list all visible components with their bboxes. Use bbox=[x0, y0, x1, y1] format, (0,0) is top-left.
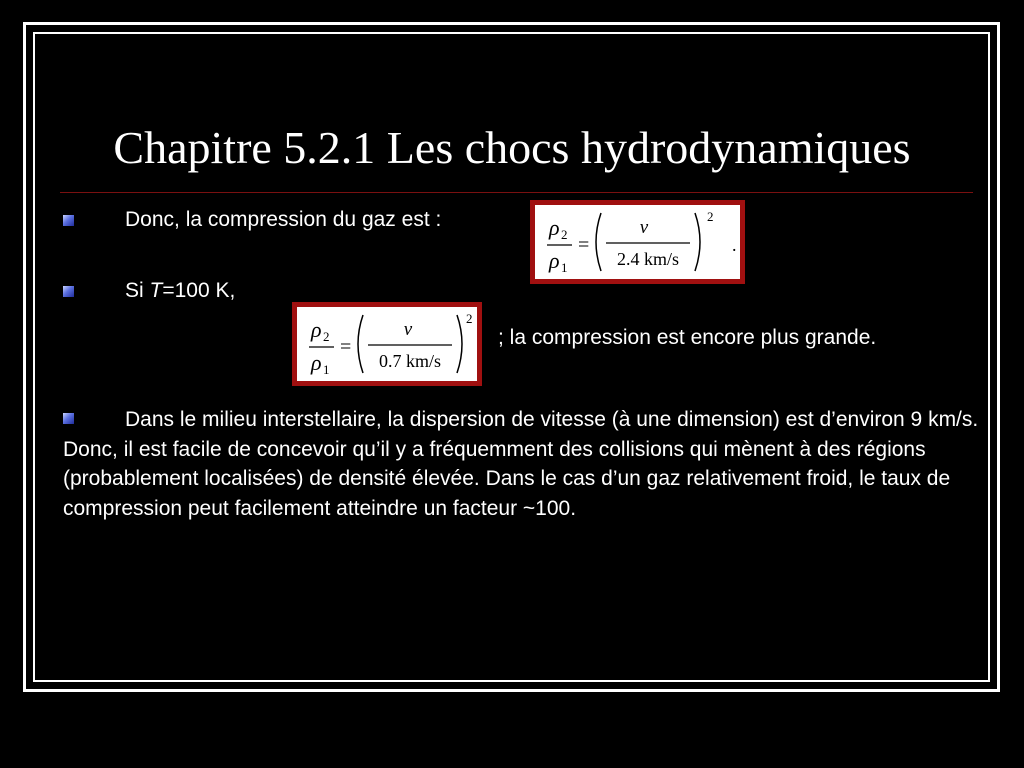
eq2-denominator: 0.7 km/s bbox=[378, 351, 442, 371]
eq2-exponent: 2 bbox=[466, 311, 473, 326]
eq1-denominator: 2.4 km/s bbox=[616, 249, 680, 269]
bullet-2-prefix: Si bbox=[125, 279, 150, 302]
eq2-rho1: ρ bbox=[311, 350, 322, 375]
bullet-2-continuation: ; la compression est encore plus grande. bbox=[498, 326, 877, 349]
eq1-rho1: ρ bbox=[549, 248, 560, 273]
equation-2-box bbox=[292, 302, 482, 386]
eq2-sub2: 2 bbox=[323, 329, 330, 344]
eq2-equals: = bbox=[340, 336, 352, 358]
eq1-v: v bbox=[639, 217, 649, 238]
eq1-sub1: 1 bbox=[561, 260, 568, 275]
eq1-exponent: 2 bbox=[707, 209, 714, 224]
bullet-2-variable: T bbox=[149, 279, 163, 302]
eq2-v: v bbox=[403, 319, 413, 340]
bullet-3-paragraph bbox=[63, 405, 993, 523]
bullet-icon bbox=[63, 286, 74, 297]
equation-1-box bbox=[530, 200, 745, 284]
bullet-2-value: =100 K, bbox=[162, 279, 236, 302]
bullet-3-text: Dans le milieu interstellaire, la dispersion de vitesse (à une dimension) est d’environ 9 km/s. Donc, il est facile de concevoir qu’il y a fréquemment des collisions qui mènent à des régions (probablement localisées) de densité élevée. Dans le cas d’un gaz relativement froid, le taux de compression peut facilement atteindre un facteur ~100. bbox=[63, 408, 979, 520]
eq2-sub1: 1 bbox=[323, 362, 330, 377]
eq1-equals: = bbox=[578, 234, 590, 256]
eq1-rho2: ρ bbox=[549, 215, 560, 240]
eq1-sub2: 2 bbox=[561, 227, 568, 242]
equation-2 bbox=[297, 307, 477, 381]
bullet-icon bbox=[63, 215, 74, 226]
eq1-period: . bbox=[732, 235, 737, 255]
eq2-rho2: ρ bbox=[311, 317, 322, 342]
bullet-1-text: Donc, la compression du gaz est : bbox=[125, 208, 442, 231]
equation-1 bbox=[535, 205, 740, 279]
bullet-2-text bbox=[125, 276, 235, 305]
title-divider bbox=[60, 192, 973, 193]
slide-title: Chapitre 5.2.1 Les chocs hydrodynamiques bbox=[113, 122, 911, 173]
